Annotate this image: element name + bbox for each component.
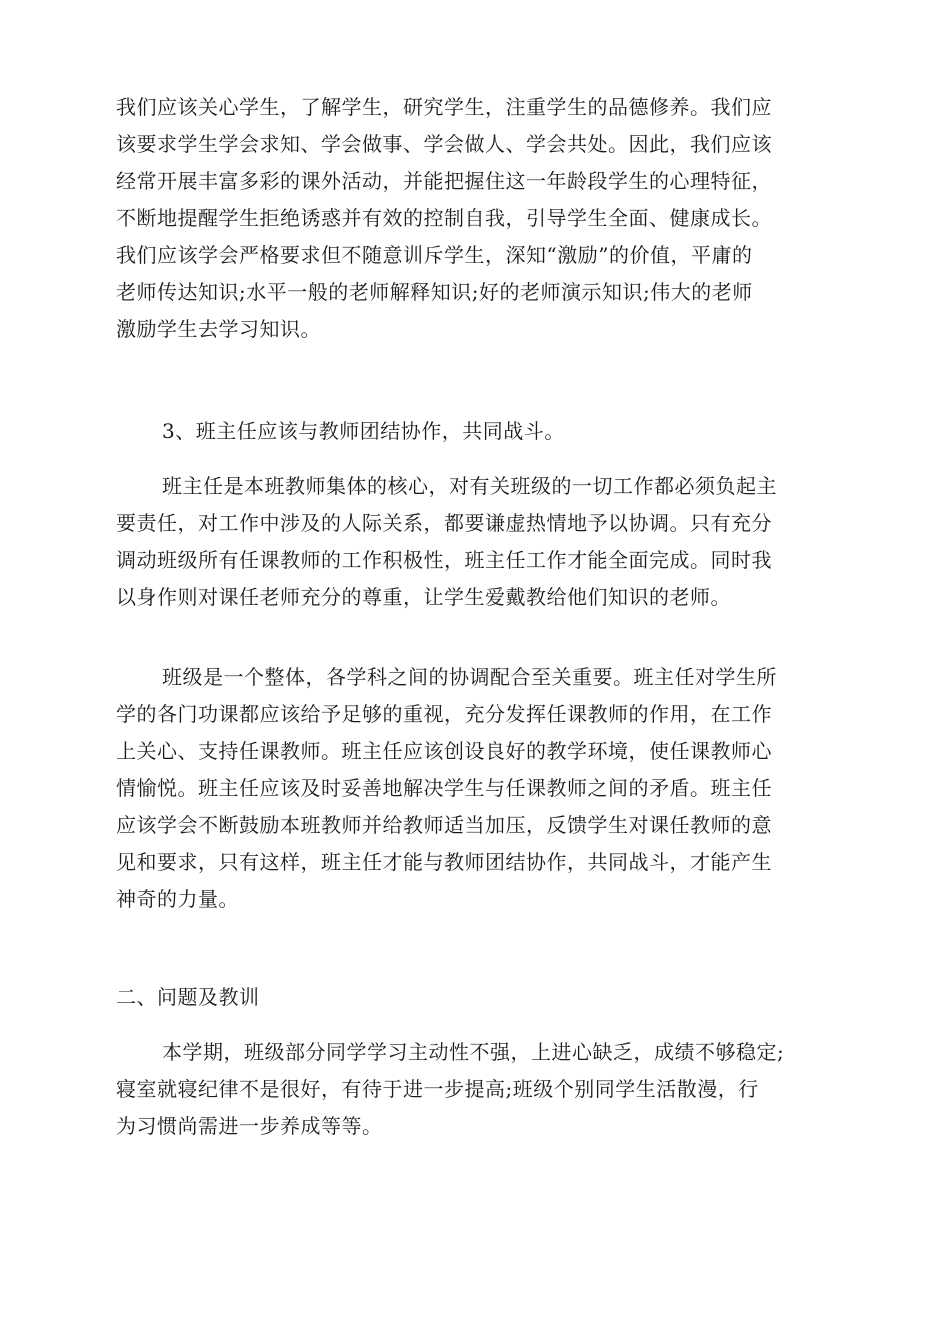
- paragraph-student-care: 我们应该关心学生，了解学生，研究学生，注重学生的品德修养。我们应 该要求学生学会求知、学会做事、学会做人、学会共处。因此，我们应该 经常开展丰富多彩的课外活动，并能把握住这一年龄段学生的心理特征， 不断地提醒学生拒绝诱惑并有效的控制自我，引导学生全面、健康成长。 我们应该学会严格要求但不随意训斥学生，深知“激励”的价值，平庸的 老师传达知识;水平一般的老师解释知识;好的老师演示知识;伟大的老师 激励学生去学习知识。: [116, 95, 772, 341]
- section-heading-teacher-cooperation: 3、班主任应该与教师团结协作，共同战斗。: [162, 419, 565, 443]
- section-heading-problems-lessons: 二、问题及教训: [116, 985, 260, 1009]
- paragraph-class-whole: 班级是一个整体，各学科之间的协调配合至关重要。班主任对学生所 学的各门功课都应该给予足够的重视，充分发挥任课教师的作用，在工作 上关心、支持任课教师。班主任应该创设良好的教学环境，使任课教师心 情愉悦。班主任应该及时妥善地解决学生与任课教师之间的矛盾。班主任 应该学会不断鼓励本班教师并给教师适当加压，反馈学生对课任教师的意 见和要求，只有这样，班主任才能与教师团结协作，共同战斗，才能产生 神奇的力量。: [116, 665, 777, 911]
- paragraph-class-teacher-core: 班主任是本班教师集体的核心，对有关班级的一切工作都必须负起主 要责任，对工作中涉及的人际关系，都要谦虚热情地予以协调。只有充分 调动班级所有任课教师的工作积极性，班主任工作才能全面完成。同时我 以身作则对课任老师充分的尊重，让学生爱戴教给他们知识的老师。: [116, 474, 777, 609]
- paragraph-semester-problems: 本学期，班级部分同学学习主动性不强，上进心缺乏，成绩不够稳定; 寝室就寝纪律不是很好，有待于进一步提高;班级个别同学生活散漫，行 为习惯尚需进一步养成等等。: [116, 1040, 785, 1138]
